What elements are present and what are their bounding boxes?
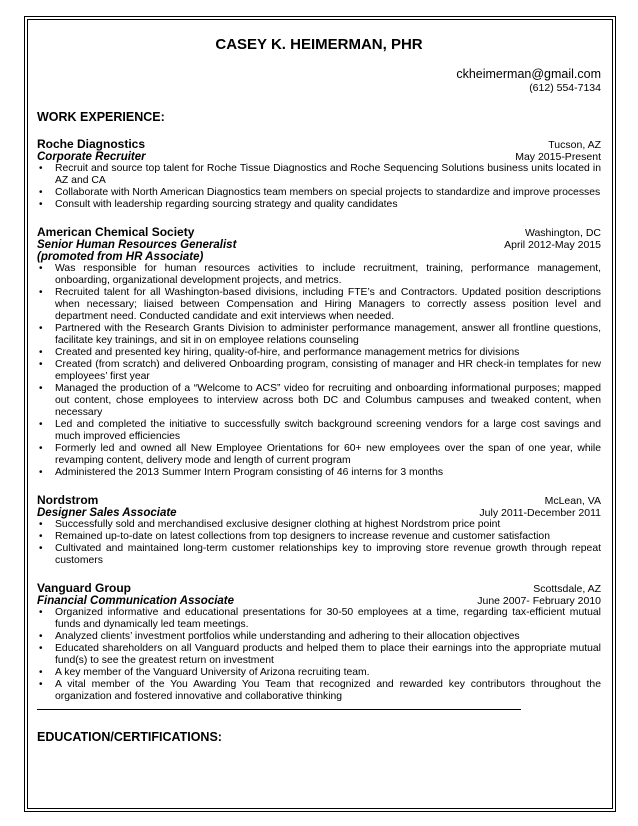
- job-dates: July 2011-December 2011: [479, 507, 601, 519]
- bullet-icon: •: [39, 531, 43, 542]
- bullet-list: [37, 263, 601, 479]
- bullet-item: [37, 531, 601, 543]
- bullet-text: Formerly led and owned all New Employee Orientations for 60+ new employees over the span of one year, while revamping content, delivery mode and length of current program: [55, 443, 601, 466]
- job-header-row: [37, 581, 601, 595]
- bullet-icon: •: [39, 323, 43, 334]
- bullet-icon: •: [39, 287, 43, 298]
- bullet-text: Analyzed clients’ investment portfolios while understanding and adhering to their allocation objectives: [55, 631, 520, 642]
- education-heading: EDUCATION/CERTIFICATIONS:: [37, 730, 222, 744]
- bullet-item: [37, 419, 601, 443]
- job-header-row: [37, 493, 601, 507]
- bullet-item: [37, 607, 601, 631]
- bullet-icon: •: [39, 443, 43, 454]
- job-location: Scottsdale, AZ: [533, 583, 601, 595]
- company-name: Roche Diagnostics: [37, 137, 146, 151]
- bullet-item: [37, 631, 601, 643]
- job-title-row: [37, 595, 601, 607]
- job-entry: [37, 493, 601, 567]
- bullet-list: [37, 163, 601, 211]
- job-entry: [37, 581, 601, 703]
- bullet-item: [37, 519, 601, 531]
- bullet-text: A vital member of the You Awarding You Team that recognized and rewarded key contributors throughout the organization and fostered innovative and collaborative thinking: [55, 679, 601, 702]
- bullet-text: Recruited talent for all Washington-based divisions, including FTE’s and Contractors. Updated position descriptions when necessary; liaised between Compensation and Hiring Managers to correctly assess position level and department need. Conducted candidate and exit interviews when needed.: [55, 287, 601, 322]
- job-title: Corporate Recruiter: [37, 151, 146, 163]
- bullet-icon: •: [39, 543, 43, 554]
- job-title-note: (promoted from HR Associate): [37, 251, 204, 263]
- bullet-icon: •: [39, 667, 43, 678]
- phone-text: (612) 554-7134: [529, 82, 601, 94]
- company-name: American Chemical Society: [37, 225, 195, 239]
- bullet-text: Managed the production of a “Welcome to ACS” video for recruiting and onboarding informational purposes; mapped out content, chose employees to interview across both DC and Columbus campuses and tweaked content, when necessary: [55, 383, 601, 418]
- bullet-text: Administered the 2013 Summer Intern Program consisting of 46 interns for 3 months: [55, 467, 444, 478]
- bullet-item: [37, 163, 601, 187]
- email-text: ckheimerman@gmail.com: [456, 67, 601, 81]
- job-title-row: [37, 507, 601, 519]
- job-dates: May 2015-Present: [515, 151, 601, 163]
- bullet-item: [37, 287, 601, 323]
- bullet-icon: •: [39, 187, 43, 198]
- bullet-text: Cultivated and maintained long-term customer relationships key to improving store revenue growth through repeat customers: [55, 543, 601, 566]
- job-header-row: [37, 137, 601, 151]
- bullet-item: [37, 543, 601, 567]
- resume-name: CASEY K. HEIMERMAN, PHR: [215, 36, 423, 53]
- job-title-row: [37, 239, 601, 251]
- job-dates: June 2007- February 2010: [477, 595, 601, 607]
- bullet-icon: •: [39, 467, 43, 478]
- bullet-text: Partnered with the Research Grants Division to administer performance management, answer all frontline questions, facilitate key trainings, and sit in on employee relations counseling: [55, 323, 601, 346]
- bullet-item: [37, 323, 601, 347]
- bullet-item: [37, 187, 601, 199]
- jobs-list: [37, 137, 601, 703]
- bullet-text: Led and completed the initiative to successfully switch background screening vendors for a large cost savings and much improved efficiencies: [55, 419, 601, 442]
- bullet-icon: •: [39, 519, 43, 530]
- job-location: Washington, DC: [524, 227, 601, 239]
- job-entry: [37, 137, 601, 211]
- bullet-item: [37, 443, 601, 467]
- job-location: Tucson, AZ: [548, 139, 601, 151]
- resume: [37, 36, 601, 744]
- job-entry: [37, 225, 601, 479]
- bullet-icon: •: [39, 643, 43, 654]
- bullet-icon: •: [39, 419, 43, 430]
- bullet-text: Organized informative and educational presentations for 30-50 employees at a time, regarding tax-efficient mutual funds and dynamically led team meetings.: [55, 607, 601, 630]
- bullet-icon: •: [39, 607, 43, 618]
- job-title: Senior Human Resources Generalist: [37, 239, 237, 251]
- bullet-item: [37, 383, 601, 419]
- job-title-row: [37, 151, 601, 163]
- bullet-list: [37, 519, 601, 567]
- bullet-item: [37, 667, 601, 679]
- job-location: McLean, VA: [544, 495, 601, 507]
- bullet-text: Successfully sold and merchandised exclusive designer clothing at highest Nordstrom price point: [55, 519, 501, 530]
- bullet-icon: •: [39, 359, 43, 370]
- bullet-item: [37, 199, 601, 211]
- bullet-icon: •: [39, 263, 43, 274]
- bullet-icon: •: [39, 383, 43, 394]
- bullet-icon: •: [39, 199, 43, 210]
- bullet-item: [37, 643, 601, 667]
- bullet-text: Collaborate with North American Diagnostics team members on special projects to standardize and improve processes: [55, 187, 601, 198]
- job-dates: April 2012-May 2015: [504, 239, 601, 251]
- bullet-text: Educated shareholders on all Vanguard products and helped them to place their earnings into the appropriate mutual fund(s) to see the greatest return on investment: [55, 643, 601, 666]
- section-divider: [37, 709, 521, 710]
- company-name: Vanguard Group: [37, 581, 132, 595]
- job-title: Financial Communication Associate: [37, 595, 235, 607]
- company-name: Nordstrom: [37, 493, 99, 507]
- job-header-row: [37, 225, 601, 239]
- bullet-text: Remained up-to-date on latest collections from top designers to increase revenue and customer satisfaction: [55, 531, 550, 542]
- bullet-item: [37, 347, 601, 359]
- bullet-list: [37, 607, 601, 703]
- bullet-item: [37, 679, 601, 703]
- bullet-text: Created (from scratch) and delivered Onboarding program, consisting of manager and HR check-in templates for new employees’ first year: [55, 359, 601, 382]
- bullet-icon: •: [39, 347, 43, 358]
- contact-block: [37, 67, 601, 94]
- bullet-text: Consult with leadership regarding sourcing strategy and quality candidates: [55, 199, 398, 210]
- bullet-item: [37, 263, 601, 287]
- bullet-text: A key member of the Vanguard University of Arizona recruiting team.: [55, 667, 370, 678]
- work-experience-heading: WORK EXPERIENCE:: [37, 110, 165, 124]
- bullet-item: [37, 467, 601, 479]
- job-title: Designer Sales Associate: [37, 507, 177, 519]
- bullet-icon: •: [39, 679, 43, 690]
- bullet-text: Recruit and source top talent for Roche Tissue Diagnostics and Roche Sequencing Solutions business units located in AZ and CA: [55, 163, 601, 186]
- bullet-item: [37, 359, 601, 383]
- bullet-icon: •: [39, 163, 43, 174]
- bullet-text: Created and presented key hiring, quality-of-hire, and performance management metrics for divisions: [55, 347, 520, 358]
- bullet-text: Was responsible for human resources activities to include recruitment, training, performance management, onboarding, organizational development projects, and metrics.: [55, 263, 601, 286]
- bullet-icon: •: [39, 631, 43, 642]
